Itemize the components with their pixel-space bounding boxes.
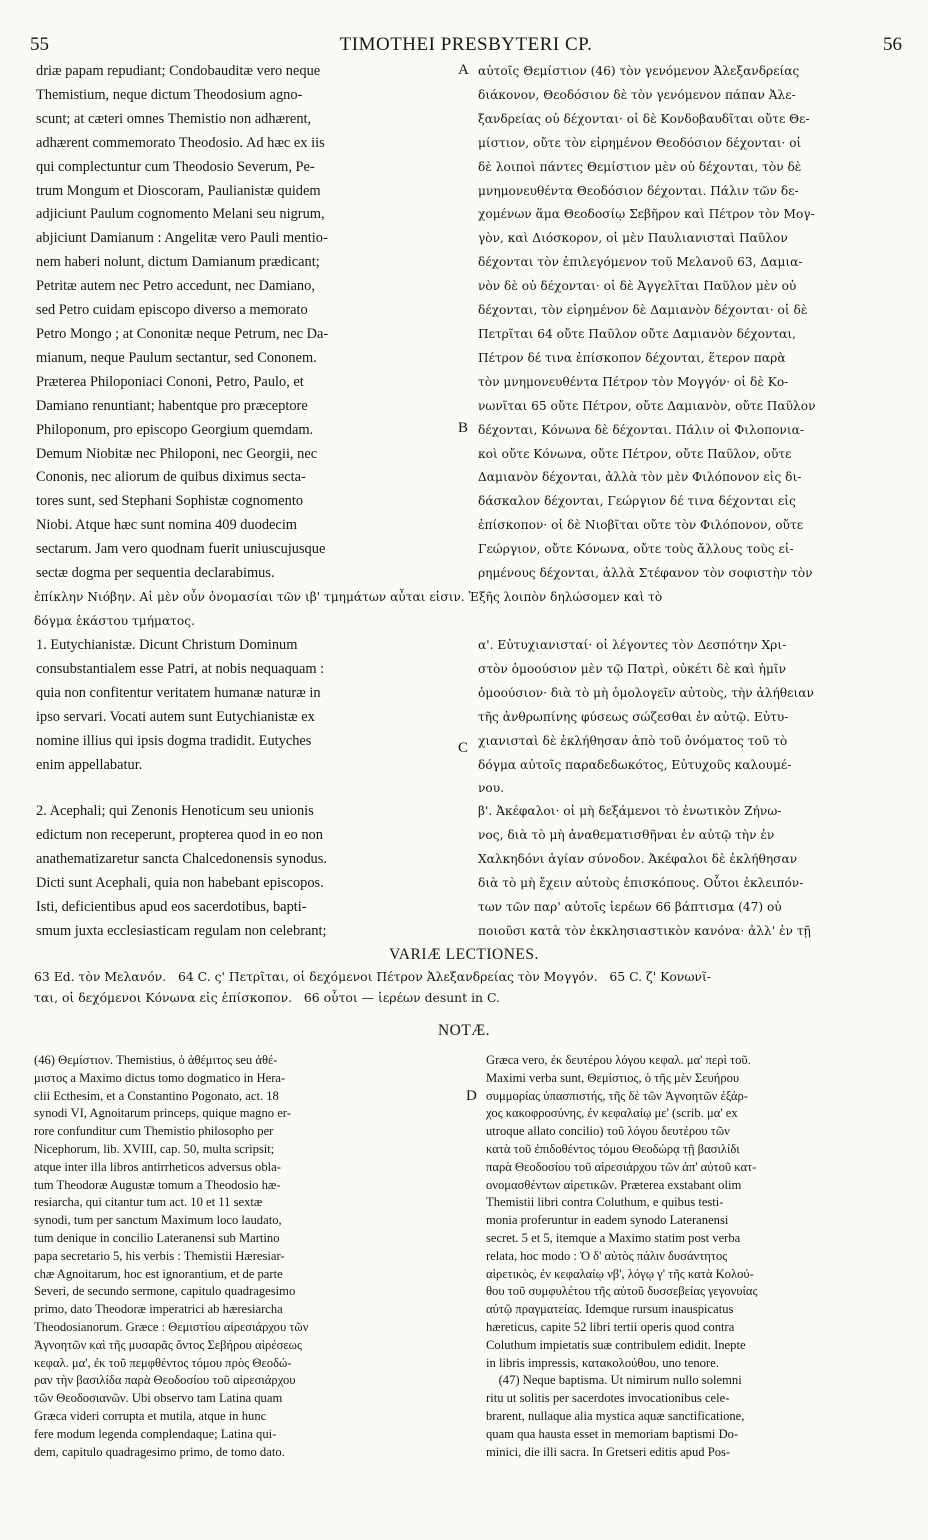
page-number-left: 55 xyxy=(30,34,49,55)
notes-right-column: Græca vero, ἐκ δευτέρου λόγου κεφαλ. μα' περὶ τοῦ. Maximi verba sunt, Θεμίστιος, ὁ τῆς μὲν Σευήρου συμμορίας ὑπασπιστής, τῆς δὲ τῶν Ἀγνοητῶν ἐξάρ- χος κακοφροσύνης, ἐν κεφαλαίῳ με' (scrib. μα' ex utroque allato concilio) τοῦ λόγου δευτέρου τῶν κατὰ τοῦ ἐπιδοθέντος τόμου Θεοδώρᾳ τῇ βασιλίδι παρὰ Θεοδοσίου τοῦ αἱρεσιάρχου τῶν ἀπ' αὐτοῦ κατ- ονομασθέντων αἱρετικῶν. Præterea exstabant olim Themistii libri contra Coluthum, e quibus testi- monia proferuntur in eadem synodo Lateranensi secret. 5 et 5, itemque a Maximo statim post verba relata, hoc modo : Ὁ δ' αὐτὸς πάλιν δυσάντητος αἱρετικὸς, ἐν κεφαλαίῳ νβ', λόγῳ γ' τῆς κατὰ Κολού- θου τοῦ συμφυλέτου τῆς αὐτοῦ δυσσεβείας γεγονυίας αὐτῷ πραγματείας. Idemque rursum inauspicatus hæreticus, capite 52 libri tertii operis quod contra Coluthum impietatis suæ contribulem edidit. Inepte in libris impressis, κατακολούθου, uno tenore. (47) Neque baptisma. Ut nimirum nullo solemni ritu ut solitis per sacerdotes invocationibus cele- brarent, nullaque alia mystica aquæ sanctificatione, quam qua hausta esset in memoriam baptismi Do- minici, die illi sacra. In Gretseri editis apud Pos- xyxy=(486,1053,758,1459)
greek-section-acephali: β'. Ἀκέφαλοι· οἱ μὴ δεξάμενοι τὸ ἑνωτικὸν Ζήνω- νος, διὰ τὸ μὴ ἀναθεματισθῆναι ἐν αὐτῷ τὴν ἐν Χαλκηδόνι ἁγίαν σύνοδον. Ἀκέφαλοι δὲ ἐκλήθησαν διὰ τὸ μὴ ἔχειν αὐτοὺς ἐπισκόπους. Οὗτοι ἐκλειπόν- των τῶν παρ' αὐτοῖς ἱερέων 66 βάπτισμα (47) οὐ ποιοῦσι κατὰ τὸν ἐκκλησιαστικὸν κανόνα· ἀλλ' ἐν τῇ xyxy=(478,804,811,938)
running-header xyxy=(30,34,902,56)
latin-text-top: driæ papam repudiant; Condobauditæ vero neque Themistium, neque dictum Theodosium agno- scunt; at cæteri omnes Themistio non adhærent, adhærent commemorato Theodosio. Ad hæc ex iis qui complectuntur cum Theodosio Severum, Pe- trum Mongum et Dioscoram, Paulianistæ quidem adjiciunt Paulum cognomento Melani seu nigrum, abjiciunt Damianum : Angelitæ vero Pauli mentio- nem haberi nolunt, dictum Damianum prædicant; Petritæ autem nec Petro accedunt, nec Damiano, sed Petro cuidam episcopo diverso a memorato Petro Mongo ; at Cononitæ neque Petrum, nec Da- mianum, neque Paulum sectantur, sed Cononem. Præterea Philoponiaci Cononi, Petro, Paulo, et Damiano renuntiant; habentque pro præceptore Philoponum, pro episcopo Georgium quemdam. Demum Niobitæ nec Philoponi, nec Georgii, nec Cononis, nec aliorum de quibus diximus secta- tores sunt, sed Stephani Sophistæ cognomento Niobi. Atque hæc sunt nomina 409 duodecim sectarum. Jam vero quodnam fuerit uniuscujusque sectæ dogma per sequentia declarabimus. xyxy=(36,63,329,582)
latin-section-acephali: 2. Acephali; qui Zenonis Henoticum seu unionis edictum non receperunt, propterea quod in eo non anathematizaretur sancta Chalcedonensis synodus. Dicti sunt Acephali, quia non habebant episcopos. Isti, deficientibus apud eos sacerdotibus, bapti- smum juxta ecclesiasticam regulam non celebrant; xyxy=(36,803,327,939)
greek-text-top: αὐτοῖς Θεμίστιον (46) τὸν γενόμενον Ἀλεξανδρείας διάκονον, Θεοδόσιον δὲ τὸν γενόμενον πάπαν Ἀλε- ξανδρείας οὐ δέχονται· οἱ δὲ Κονδοβαυδῖται οὔτε Θε- μίστιον, οὔτε τὸν εἰρημένον Θεοδόσιον δέχονται· οἱ δὲ λοιποὶ πάντες Θεμίστιον μὲν οὐ δέχονται, τὸν δὲ μνημονευθέντα Θεοδόσιον δέχονται. Πάλιν τῶν δε- χομένων ἅμα Θεοδοσίῳ Σεβῆρον καὶ Πέτρον τὸν Μογ- γὸν, καὶ Διόσκορον, οἱ μὲν Παυλιανισταὶ Παῦλον δέχονται τὸν ἐπιλεγόμενον τοῦ Μελανοῦ 63, Δαμια- νὸν δὲ οὐ δέχονται· οἱ δὲ Ἀγγελῖται Παῦλον μὲν οὐ δέχονται, τὸν εἰρημένον δὲ Δαμιανὸν δέχονται· οἱ δὲ Πετρῖται 64 οὔτε Παῦλον οὔτε Δαμιανὸν δέχονται, Πέτρον δέ τινα ἐπίσκοπον δέχονται, ἕτερον παρὰ τὸν μνημονευθέντα Πέτρον τὸν Μογγόν· οἱ δὲ Κο- νωνῖται 65 οὔτε Πέτρον, οὔτε Δαμιανὸν, οὔτε Παῦλον δέχονται, Κόνωνα δὲ δέχονται. Πάλιν οἱ Φιλοπονια- κοὶ οὔτε Κόνωνα, οὔτε Πέτρον, οὔτε Παῦλον, οὔτε Δαμιανὸν δέχονται, ἀλλὰ τὸν μὲν Φιλόπονον εἰς δι- δάσκαλον δέχονται, Γεώργιον δέ τινα δέχονται εἰς ἐπίσκοπον· οἱ δὲ Νιοβῖται οὔτε τὸν Φιλόπονον, οὔτε Γεώργιον, οὔτε Κόνωνα, οὔτε τοὺς ἄλλους τοὺς εἰ- ρημένους δέχονται, ἀλλὰ Στέφανον τὸν σοφιστὴν τὸν xyxy=(478,64,816,581)
variae-lectiones-heading: VARIÆ LECTIONES. xyxy=(389,946,539,963)
latin-section-eutychianists: 1. Eutychianistæ. Dicunt Christum Dominum consubstantialem esse Patri, at nobis nequaquam : quia non confitentur veritatem humanæ naturæ in ipso servari. Vocati autem sunt Eutychianistæ ex nomine illius qui ipsis dogma tradidit. Eutyches enim appellabatur. xyxy=(36,637,325,773)
greek-section-eutychianists: α'. Εὐτυχιανισταί· οἱ λέγοντες τὸν Δεσπότην Χρι- στὸν ὁμοούσιον μὲν τῷ Πατρὶ, οὐκέτι δὲ καὶ ἡμῖν ὁμοούσιον· διὰ τὸ μὴ ὁμολογεῖν αὐτοὺς, τὴν ἀλήθειαν τῆς ἀνθρωπίνης φύσεως σώζεσθαι ἐν αὐτῷ. Εὐτυ- χιανισταὶ δὲ ἐκλήθησαν ἀπὸ τοῦ ὀνόματος τοῦ τὸ δόγμα αὐτοῖς παραδεδωκότος, Εὐτυχοῦς καλουμέ- νου. xyxy=(478,638,814,796)
page-number-right: 56 xyxy=(883,34,902,55)
greek-text-full-width: ἐπίκλην Νιόβην. Αἱ μὲν οὖν ὀνομασίαι τῶν ιβ' τμημάτων αὗται εἰσιν. Ἑξῆς λοιπὸν δηλώσομεν καὶ τὸ δόγμα ἑκάστου τμήματος. xyxy=(34,590,663,628)
margin-letter-b: B xyxy=(458,420,469,436)
margin-letter-c: C xyxy=(458,740,469,756)
variae-lectiones-text: 63 Ed. τὸν Μελανόν. 64 C. ς' Πετρῖται, οἱ δεχόμενοι Πέτρον Ἀλεξανδρείας τὸν Μογγόν. 65 C. ζ' Κονωνῖ- ται, οἱ δεχόμενοι Κόνωνα εἰς ἐπίσκοπον. 66 οὗτοι — ἱερέων desunt in C. xyxy=(34,969,712,1005)
page-title: TIMOTHEI PRESBYTERI CP. xyxy=(339,34,593,55)
margin-letter-d: D xyxy=(466,1088,477,1104)
notes-left-column: (46) Θεμίστιον. Themistius, ὁ ἀθέμιτος seu ἀθέ- μιστος a Maximo dictus tomo dogmatico in Hera- clii Ecthesim, et a Constantino Pogonato, act. 18 synodi VI, Agnoitarum princeps, quique magno er- rore confunditur cum Themistio philosopho per Nicephorum, lib. XVIII, cap. 50, multa scripsit; atque inter illa libros antirrheticos adversus obla- tum Theodoræ Augustæ tomum a Theodosio hæ- resiarcha, qui citantur tum act. 10 et 11 sextæ synodi, tum per sanctum Maximum loco laudato, tum denique in concilio Lateranensi sub Martino papa secretario 5, his verbis : Themistii Hæresiar- chæ Agnoitarum, hoc est ignorantium, et de parte Severi, de secundo sermone, capitulo quadragesimo primo, dato Theodoræ imperatrici ab hæresiarcha Theodosianorum. Græce : Θεμιστίου αἱρεσιάρχου τῶν Ἀγνοητῶν καὶ τῆς μυσαρᾶς ὄντος Σεβήρου αἱρέσεως κεφαλ. μα', ἐκ τοῦ πεμφθέντος τόμου πρὸς Θεοδώ- ραν τὴν βασιλίδα παρὰ Θεοδοσίου τοῦ αἱρεσιάρχου τῶν Θεοδοσιανῶν. Ubi observo tam Latina quam Græca videri corrupta et mutila, atque in hunc fere modum legenda complendaque; Latina qui- dem, capitulo quadragesimo primo, de tomo dato. xyxy=(34,1053,309,1459)
notae-heading: NOTÆ. xyxy=(437,1022,490,1039)
margin-letter-a: A xyxy=(458,62,469,78)
